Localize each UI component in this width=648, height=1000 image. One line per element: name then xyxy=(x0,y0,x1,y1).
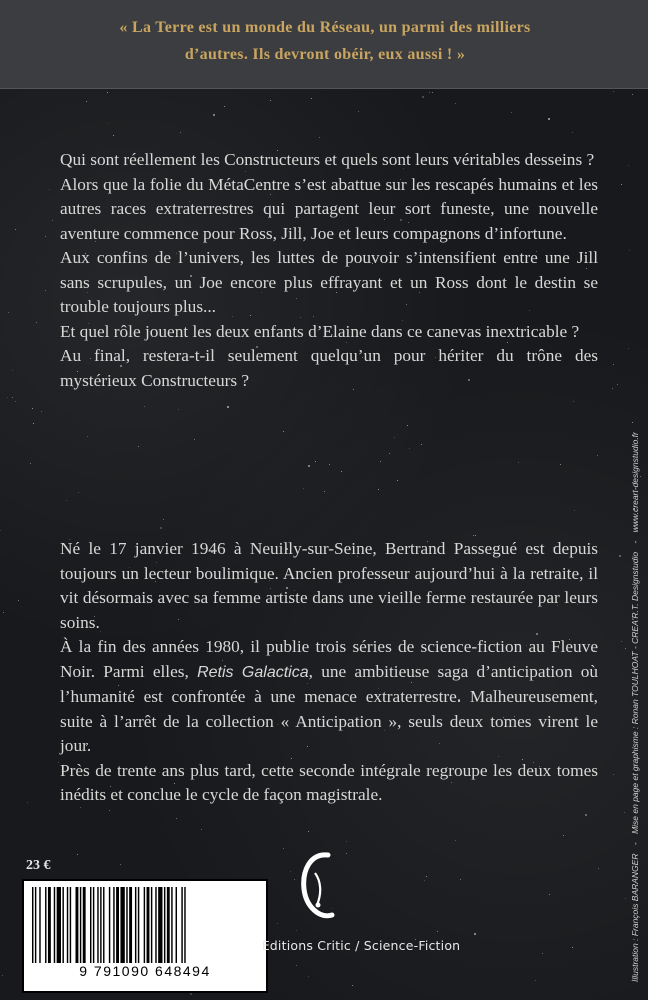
star xyxy=(535,980,536,981)
star xyxy=(421,444,422,445)
publisher-name: Editions Critic / Science-Fiction xyxy=(261,938,461,953)
star xyxy=(378,489,379,490)
star xyxy=(227,406,229,408)
barcode-bar xyxy=(35,887,36,963)
quote-line-1: « La Terre est un monde du Réseau, un parmi des milliers xyxy=(119,19,531,36)
barcode-bar xyxy=(100,887,101,963)
barcode-bar xyxy=(54,887,55,963)
barcode-bar xyxy=(181,887,182,963)
star xyxy=(548,118,550,120)
star xyxy=(475,535,476,536)
publisher-logo-icon xyxy=(298,845,338,935)
star xyxy=(138,446,139,447)
star xyxy=(109,810,110,811)
star xyxy=(113,135,114,136)
star xyxy=(87,436,88,437)
star xyxy=(283,848,284,849)
barcode-bar xyxy=(83,887,86,963)
barcode-bar xyxy=(90,887,91,963)
star xyxy=(315,461,316,462)
barcode-bar xyxy=(144,887,145,963)
star xyxy=(27,802,28,803)
star xyxy=(613,91,614,92)
synopsis-text xyxy=(60,148,598,393)
bio-paragraph xyxy=(60,635,598,759)
barcode-bar xyxy=(151,887,152,963)
star xyxy=(632,94,633,95)
star xyxy=(294,879,295,880)
star xyxy=(33,423,34,424)
barcode-bar xyxy=(48,887,51,963)
star xyxy=(190,993,192,995)
star xyxy=(283,431,284,432)
barcode-bar xyxy=(135,887,136,963)
star xyxy=(163,519,164,520)
star xyxy=(15,401,16,402)
star xyxy=(394,437,395,438)
star xyxy=(0,530,1,531)
star xyxy=(176,818,177,819)
barcode-bar xyxy=(113,887,114,963)
star xyxy=(52,220,53,221)
layout-credit: Mise en page et graphisme : Ronan TOULHOAT - CREA’R.T. Designstudio xyxy=(630,551,640,834)
star xyxy=(108,123,109,124)
star xyxy=(358,111,359,112)
star xyxy=(290,871,291,872)
star xyxy=(30,463,31,464)
star xyxy=(201,829,202,830)
barcode-bar xyxy=(147,887,150,963)
star xyxy=(160,527,162,529)
star xyxy=(341,471,342,472)
star xyxy=(432,92,433,93)
star xyxy=(437,931,438,932)
star xyxy=(574,510,575,511)
star xyxy=(308,465,310,467)
series-title: Retis Galactica xyxy=(197,663,309,681)
star xyxy=(18,600,19,601)
barcode-bar xyxy=(39,887,40,963)
barcode-bar xyxy=(129,887,132,963)
star xyxy=(107,92,108,93)
star xyxy=(308,976,309,977)
star xyxy=(7,397,8,398)
star xyxy=(15,229,16,230)
star xyxy=(270,100,271,101)
barcode-bar xyxy=(70,887,71,963)
bio-text: À la fin des années 1980, il publie trois séries de science-fiction au Fleuve Noir. Parmi elles, xyxy=(60,637,598,681)
barcode-bar xyxy=(184,887,185,963)
synopsis-paragraph: Alors que la folie du MétaCentre s’est abattue sur les rescapés humains et les autres races extraterrestres qui partagent leur sort funeste, une nouvelle aventure commence pour Ross, Jill, Joe et leurs compagnons d’infortune. xyxy=(60,174,598,243)
barcode-bar xyxy=(67,887,68,963)
star xyxy=(66,500,67,501)
star xyxy=(224,106,225,107)
star xyxy=(624,812,625,813)
star xyxy=(3,612,4,613)
star xyxy=(308,831,309,832)
bio-paragraph: Près de trente ans plus tard, cette seconde intégrale regroupe les deux tomes inédits et conclue le cycle de façon magistrale. xyxy=(60,760,598,804)
barcode-bar xyxy=(45,887,46,963)
star xyxy=(429,92,430,93)
star xyxy=(41,411,42,412)
synopsis-paragraph: Au final, restera-t-il seulement quelqu’un pour hériter du trône des mystérieux Constructeurs ? xyxy=(60,346,598,390)
star xyxy=(213,114,215,116)
barcode-bar xyxy=(32,887,33,963)
star xyxy=(180,132,181,133)
star xyxy=(621,641,622,642)
star xyxy=(613,774,614,775)
star xyxy=(58,762,59,763)
star xyxy=(311,98,312,99)
star xyxy=(628,165,629,166)
star xyxy=(2,975,3,976)
star xyxy=(45,236,46,237)
barcode-bar xyxy=(97,887,98,963)
barcode-bar xyxy=(76,887,79,963)
star xyxy=(178,409,179,410)
star xyxy=(572,947,573,948)
bio-text: , une ambitieuse saga d’anticipation où l’humanité est confrontée à une menace extraterrestre. Malheureusement, suite à l’arrêt de la collection « Anticipation », seuls deux tomes virent le jour. xyxy=(60,661,599,755)
star xyxy=(619,555,621,557)
star xyxy=(296,930,297,931)
barcode-bar xyxy=(138,887,139,963)
star xyxy=(563,835,564,836)
star xyxy=(628,348,629,349)
synopsis-paragraph: Et quel rôle jouent les deux enfants d’Elaine dans ce canevas inextricable ? xyxy=(60,321,580,341)
star xyxy=(612,388,613,389)
illustration-credit: Illustration : François BARANGER xyxy=(630,853,640,982)
star xyxy=(613,364,614,365)
star xyxy=(640,476,641,477)
star xyxy=(473,535,474,536)
quote-line-2: d’autres. Ils devront obéir, eux aussi ! » xyxy=(184,46,466,63)
barcode-bar xyxy=(176,887,177,963)
star xyxy=(194,439,195,440)
star xyxy=(380,461,381,462)
star xyxy=(277,923,278,924)
star xyxy=(389,453,390,454)
barcode-bar xyxy=(93,887,94,963)
star xyxy=(409,448,410,449)
barcode-bar xyxy=(62,887,63,963)
star xyxy=(77,854,78,855)
star xyxy=(8,312,9,313)
synopsis-paragraph: Aux confins de l’univers, les luttes de pouvoir s’intensifient entre une Jill sans scrupules, un Joe encore plus effrayant et un Ross dont le destin se trouble toujours plus... xyxy=(60,248,598,316)
star xyxy=(319,137,320,138)
star xyxy=(324,491,325,492)
star xyxy=(329,464,330,465)
star xyxy=(625,648,626,649)
star xyxy=(573,401,574,402)
barcode-bar xyxy=(120,887,124,963)
star xyxy=(407,425,408,426)
star xyxy=(32,408,33,409)
star xyxy=(549,894,550,895)
star xyxy=(36,322,37,323)
synopsis-paragraph: Qui sont réellement les Constructeurs et quels sont leurs véritables desseins ? xyxy=(60,150,595,169)
barcode-bar xyxy=(158,887,162,963)
star xyxy=(45,290,46,291)
star xyxy=(585,814,587,816)
website-credit: www.creart-designstudio.fr xyxy=(630,432,640,533)
star xyxy=(617,384,618,385)
star xyxy=(597,455,598,456)
barcode-bar xyxy=(57,887,61,963)
star xyxy=(346,853,347,854)
star xyxy=(120,864,121,865)
star xyxy=(560,464,561,465)
star xyxy=(397,480,398,481)
star xyxy=(542,953,543,954)
star xyxy=(12,370,13,371)
barcode-bar xyxy=(171,887,172,963)
star xyxy=(598,868,599,869)
star xyxy=(460,879,461,880)
star xyxy=(144,406,145,407)
star xyxy=(422,96,424,98)
star xyxy=(511,112,512,113)
star xyxy=(12,397,13,398)
bio-paragraph: Né le 17 janvier 1946 à Neuilly-sur-Seine, Bertrand Passegué est depuis toujours un lecteur boulimique. Ancien professeur aujourd’hui à la retraite, il vit désormais avec sa femme artiste dans une vieille ferme restaurée par leurs soins. xyxy=(60,539,598,632)
design-credits: Illustration : François BARANGER - Mise en page et graphisme : Ronan TOULHOAT - CREA’R.T. Designstudio - www.creart-designstudio.fr xyxy=(630,432,640,982)
barcode-bar xyxy=(103,887,104,963)
star xyxy=(296,965,297,966)
star xyxy=(86,101,87,102)
star xyxy=(629,250,630,251)
barcode-bar xyxy=(116,887,119,963)
barcode xyxy=(22,879,268,993)
star xyxy=(426,876,427,877)
barcode-bar xyxy=(167,887,170,963)
quote-band xyxy=(0,0,648,89)
star xyxy=(455,103,456,104)
star xyxy=(303,488,304,489)
isbn-number: 9 791090 648494 xyxy=(79,963,211,979)
tagline-quote xyxy=(40,14,610,68)
barcode-bar xyxy=(164,887,165,963)
star xyxy=(346,841,347,842)
star xyxy=(455,840,456,841)
price-label: 23 € xyxy=(26,858,51,873)
barcode-bar xyxy=(155,887,156,963)
star xyxy=(474,933,476,935)
star xyxy=(49,189,50,190)
star xyxy=(572,132,573,133)
star xyxy=(518,462,519,463)
barcode-bar xyxy=(126,887,127,963)
author-bio xyxy=(60,537,598,808)
star xyxy=(625,898,626,899)
star xyxy=(78,492,79,493)
barcode-bar xyxy=(80,887,81,963)
barcode-bar xyxy=(109,887,110,963)
star xyxy=(621,184,622,185)
star xyxy=(352,985,353,986)
star xyxy=(424,880,425,881)
